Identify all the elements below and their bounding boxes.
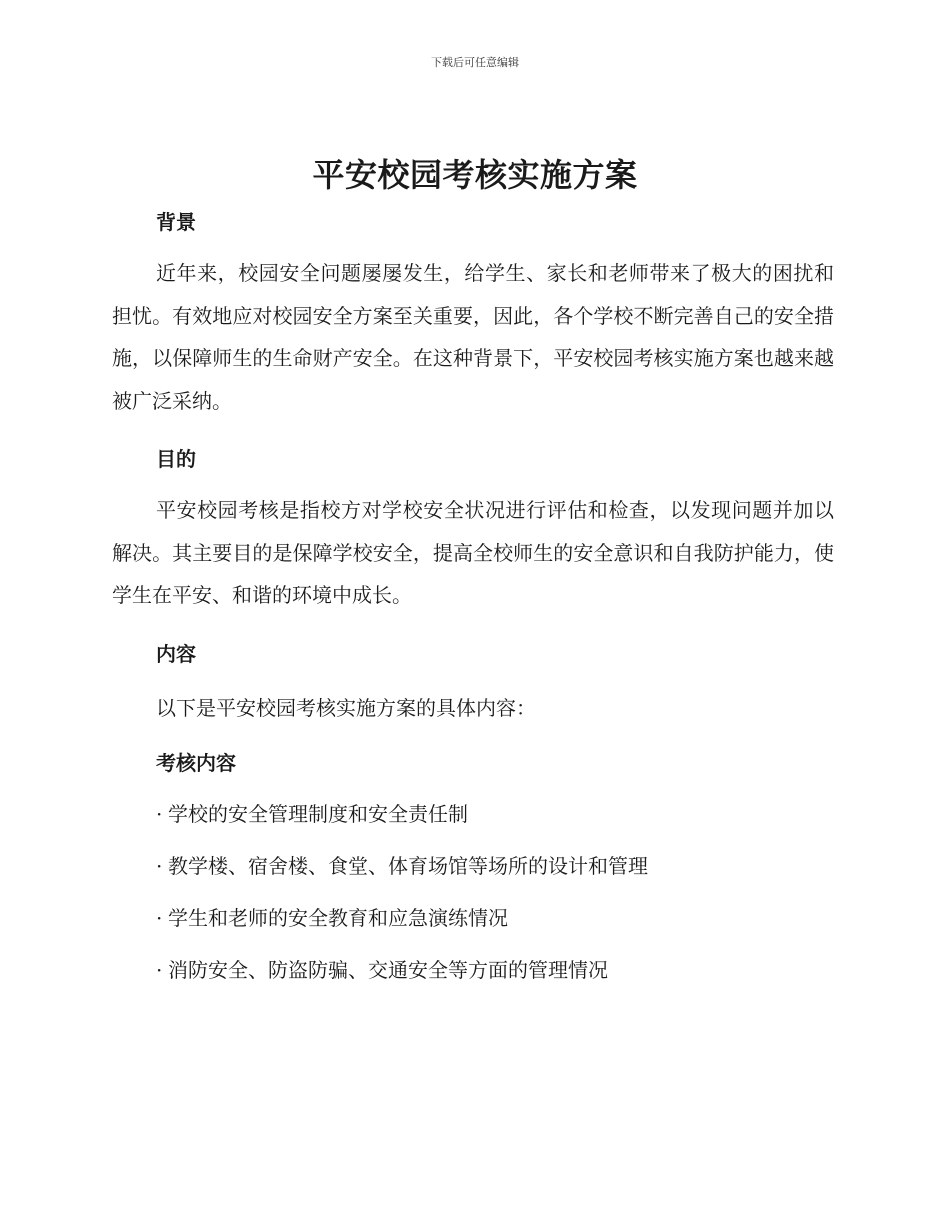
section-heading-purpose: 目的 [156,447,196,471]
list-item [156,848,648,900]
section-heading-assessment: 考核内容 [156,751,236,775]
bullet-icon: · [156,854,163,878]
bullet-icon: · [156,906,163,930]
list-item-text: 教学楼、宿舍楼、食堂、体育场馆等场所的设计和管理 [168,854,648,878]
section-text-purpose: 平安校园考核是指校方对学校安全状况进行评估和检查，以发现问题并加以解决。其主要目的是保障学校安全，提高全校师生的安全意识和自我防护能力，使学生在平安、和谐的环境中成长。 [112,498,834,607]
section-heading-content: 内容 [156,642,196,666]
list-item-text: 学生和老师的安全教育和应急演练情况 [168,906,508,930]
section-heading-background: 背景 [156,210,196,234]
assessment-list [156,796,648,1004]
bullet-icon: · [156,802,163,826]
list-item [156,900,648,952]
list-item-text: 学校的安全管理制度和安全责任制 [168,802,468,826]
document-title: 平安校园考核实施方案 [312,156,638,194]
section-text-content-intro: 以下是平安校园考核实施方案的具体内容： [156,696,536,720]
list-item [156,952,648,1004]
header-note: 下载后可任意编辑 [431,56,519,69]
list-item-text: 消防安全、防盗防骗、交通安全等方面的管理情况 [168,958,608,982]
list-item [156,796,648,848]
bullet-icon: · [156,958,163,982]
section-text-background: 近年来，校园安全问题屡屡发生，给学生、家长和老师带来了极大的困扰和担忧。有效地应对校园安全方案至关重要，因此，各个学校不断完善自己的安全措施，以保障师生的生命财产安全。在这种背景下，平安校园考核实施方案也越来越被广泛采纳。 [112,261,834,413]
